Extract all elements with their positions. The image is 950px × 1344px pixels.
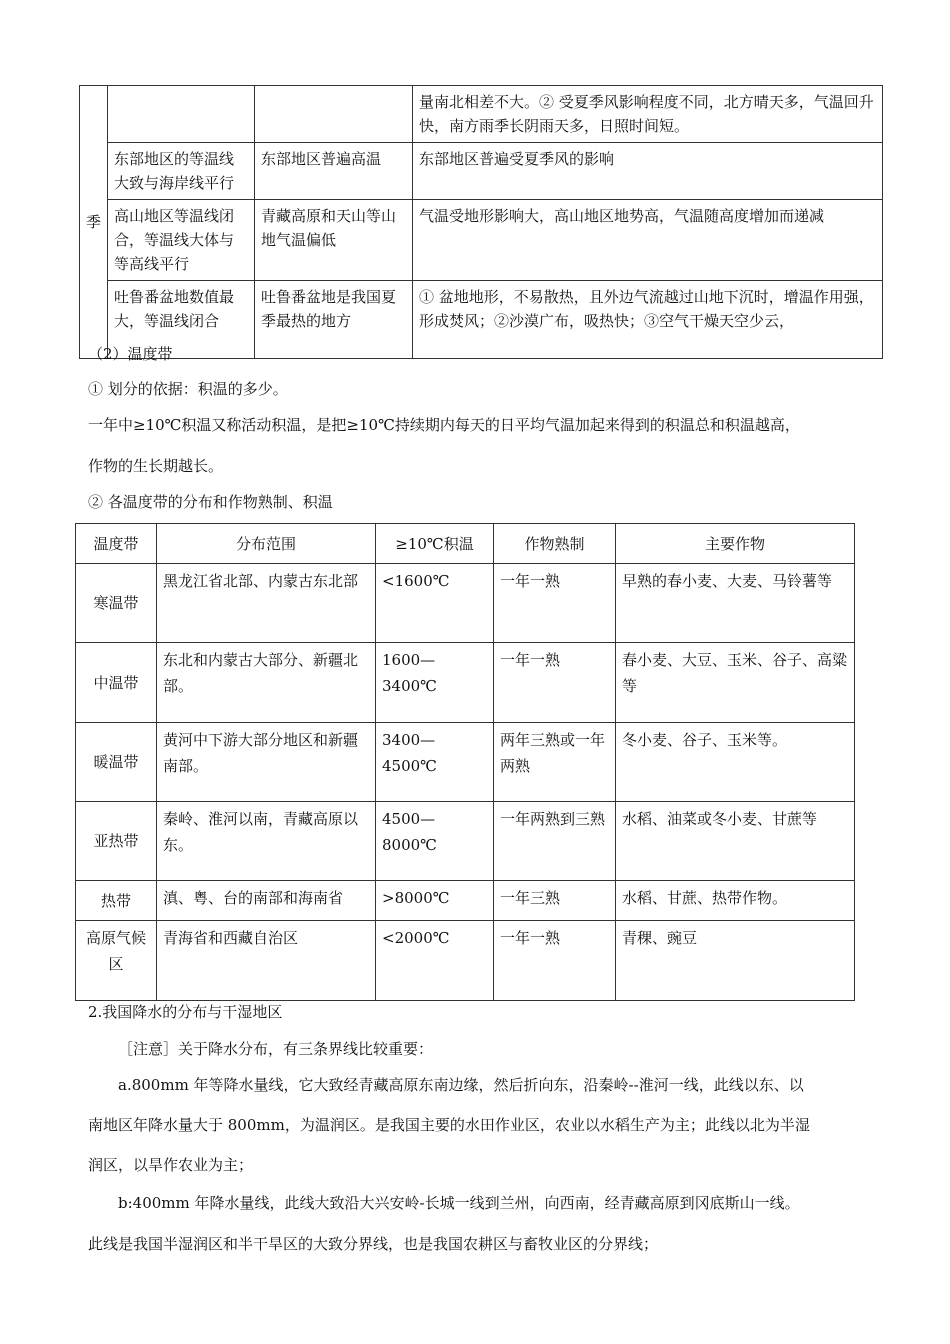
table-cell: 秦岭、淮河以南，青藏高原以东。 bbox=[157, 802, 376, 881]
table-cell: 一年一熟 bbox=[494, 921, 616, 1001]
table-row bbox=[76, 921, 855, 1001]
column-header: 主要作物 bbox=[616, 524, 855, 564]
paragraph-line-a: a.800mm 年等降水量线，它大致经青藏高原东南边缘，然后折向东，沿秦岭--淮河一线，此线以东、以 bbox=[118, 1076, 804, 1094]
paragraph-accumulated-temp-cont: 作物的生长期越长。 bbox=[88, 457, 224, 475]
table-cell bbox=[255, 86, 413, 143]
table-cell: ① 盆地地形，不易散热，且外边气流越过山地下沉时，增温作用强，形成焚风；②沙漠广布，吸热快；③空气干燥天空少云， bbox=[413, 281, 883, 359]
zone-name: 寒温带 bbox=[76, 564, 157, 643]
table-cell: 滇、粤、台的南部和海南省 bbox=[157, 881, 376, 921]
table-cell: 水稻、油菜或冬小麦、甘蔗等 bbox=[616, 802, 855, 881]
table-cell: 水稻、甘蔗、热带作物。 bbox=[616, 881, 855, 921]
zone-name: 热带 bbox=[76, 881, 157, 921]
table-cell: 高山地区等温线闭合，等温线大体与等高线平行 bbox=[108, 200, 255, 281]
table-cell: 1600—3400℃ bbox=[376, 643, 494, 723]
section-heading-temperature-zone: （2）温度带 bbox=[88, 345, 173, 363]
paragraph-accumulated-temp: 一年中≥10℃积温又称活动积温，是把≥10℃持续期内每天的日平均气温加起来得到的积温总和积温越高， bbox=[88, 416, 800, 434]
table-caption: ② 各温度带的分布和作物熟制、积温 bbox=[88, 493, 333, 511]
section-heading-precipitation: 2.我国降水的分布与干湿地区 bbox=[88, 1003, 283, 1021]
table-cell: >8000℃ bbox=[376, 881, 494, 921]
table-cell: <2000℃ bbox=[376, 921, 494, 1001]
column-header: 分布范围 bbox=[157, 524, 376, 564]
table-row bbox=[80, 281, 883, 359]
table-cell: 东部地区普遍高温 bbox=[255, 143, 413, 200]
table-cell: 量南北相差不大。② 受夏季风影响程度不同，北方晴天多，气温回升快，南方雨季长阴雨天多，日照时间短。 bbox=[413, 86, 883, 143]
table-row bbox=[76, 643, 855, 723]
table-header-row bbox=[76, 524, 855, 564]
table-row bbox=[80, 143, 883, 200]
table-cell: 一年一熟 bbox=[494, 643, 616, 723]
table-cell: 青稞、豌豆 bbox=[616, 921, 855, 1001]
temperature-features-table bbox=[79, 85, 883, 359]
column-header: ≥10℃积温 bbox=[376, 524, 494, 564]
table-cell: 一年一熟 bbox=[494, 564, 616, 643]
temperature-zones-table bbox=[75, 523, 855, 1001]
paragraph-line-b: b:400mm 年降水量线，此线大致沿大兴安岭-长城一线到兰州，向西南，经青藏高原到冈底斯山一线。 bbox=[118, 1194, 800, 1212]
table-cell: 4500—8000℃ bbox=[376, 802, 494, 881]
table-cell: 吐鲁番盆地是我国夏季最热的地方 bbox=[255, 281, 413, 359]
table-cell: 春小麦、大豆、玉米、谷子、高粱等 bbox=[616, 643, 855, 723]
table-cell: 早熟的春小麦、大麦、马铃薯等 bbox=[616, 564, 855, 643]
table-cell bbox=[108, 86, 255, 143]
table-row bbox=[80, 86, 883, 143]
column-header: 温度带 bbox=[76, 524, 157, 564]
table-cell: 青海省和西藏自治区 bbox=[157, 921, 376, 1001]
table-cell: 3400—4500℃ bbox=[376, 723, 494, 802]
zone-name: 高原气候区 bbox=[76, 921, 157, 1001]
paragraph-line-a-end: 润区，以旱作农业为主； bbox=[88, 1156, 254, 1174]
table-cell: 吐鲁番盆地数值最大，等温线闭合 bbox=[108, 281, 255, 359]
table-cell: <1600℃ bbox=[376, 564, 494, 643]
zone-name: 暖温带 bbox=[76, 723, 157, 802]
table-cell: 黑龙江省北部、内蒙古东北部 bbox=[157, 564, 376, 643]
paragraph-note: ［注意］关于降水分布，有三条界线比较重要： bbox=[118, 1040, 434, 1058]
table-row bbox=[76, 723, 855, 802]
paragraph-line-a-cont: 南地区年降水量大于 800mm，为温润区。是我国主要的水田作业区，农业以水稻生产为主；此线以北为半湿 bbox=[88, 1116, 810, 1134]
zone-name: 亚热带 bbox=[76, 802, 157, 881]
table-cell: 一年三熟 bbox=[494, 881, 616, 921]
table-row bbox=[76, 881, 855, 921]
table-row bbox=[76, 802, 855, 881]
paragraph-line-b-cont: 此线是我国半湿润区和半干旱区的大致分界线，也是我国农耕区与畜牧业区的分界线； bbox=[88, 1235, 659, 1253]
table-cell: 黄河中下游大部分地区和新疆南部。 bbox=[157, 723, 376, 802]
season-label: 季 bbox=[80, 86, 108, 359]
table-cell: 一年两熟到三熟 bbox=[494, 802, 616, 881]
table-row bbox=[80, 200, 883, 281]
table-row bbox=[76, 564, 855, 643]
table-cell: 两年三熟或一年两熟 bbox=[494, 723, 616, 802]
table-cell: 冬小麦、谷子、玉米等。 bbox=[616, 723, 855, 802]
table-cell: 青藏高原和天山等山地气温偏低 bbox=[255, 200, 413, 281]
table-cell: 东部地区的等温线大致与海岸线平行 bbox=[108, 143, 255, 200]
table-cell: 东北和内蒙古大部分、新疆北部。 bbox=[157, 643, 376, 723]
zone-name: 中温带 bbox=[76, 643, 157, 723]
table-cell: 东部地区普遍受夏季风的影响 bbox=[413, 143, 883, 200]
column-header: 作物熟制 bbox=[494, 524, 616, 564]
paragraph-basis: ① 划分的依据：积温的多少。 bbox=[88, 380, 288, 398]
table-cell: 气温受地形影响大，高山地区地势高，气温随高度增加而递减 bbox=[413, 200, 883, 281]
